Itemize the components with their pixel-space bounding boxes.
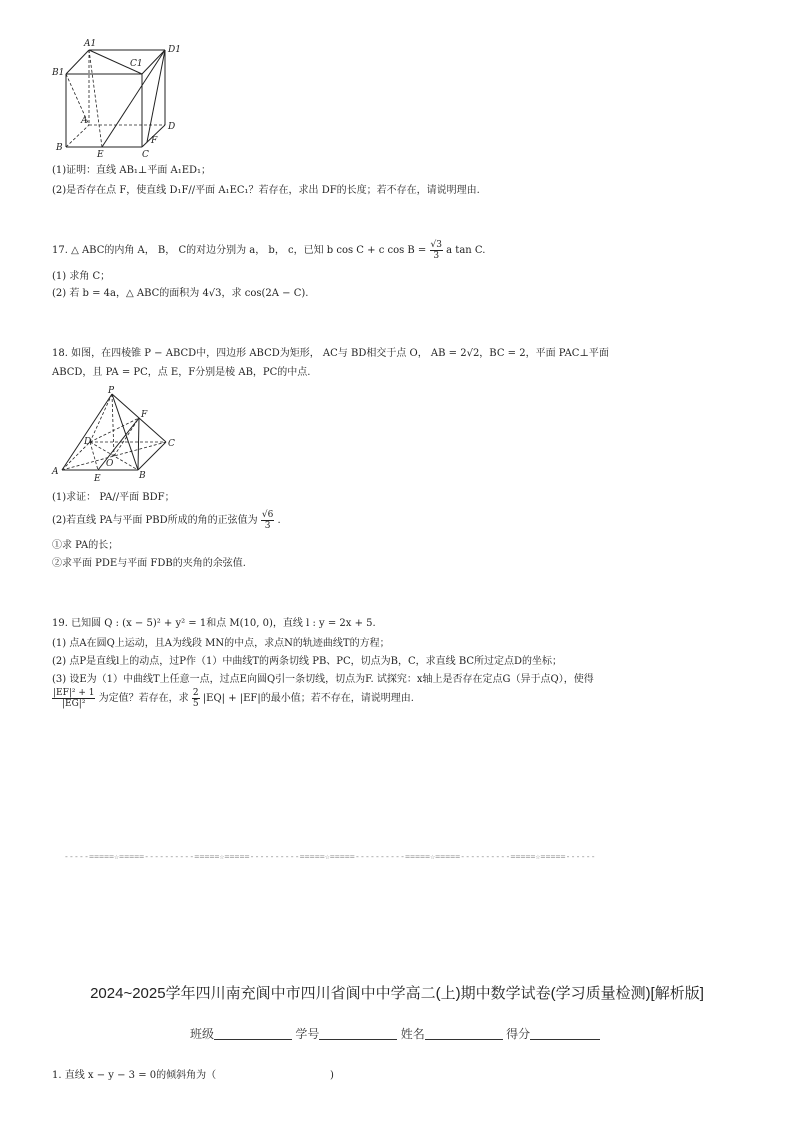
q19-part2: (2) 点P是直线l上的动点，过P作（1）中曲线T的两条切线 PB、PC，切点为B，C，求直线 BC所过定点D的坐标；: [52, 656, 563, 667]
q18-part2-pre: (2)若直线 PA与平面 PBD所成的角的正弦值为: [52, 515, 261, 526]
q16-part1: (1)证明：直线 AB₁⊥平面 A₁ED₁；: [52, 165, 212, 176]
q16-part2: (2)是否存在点 F，使直线 D₁F//平面 A₁EC₁？若存在，求出 DF的长度；若不存在，请说明理由.: [52, 185, 480, 196]
number-blank[interactable]: [319, 1039, 397, 1040]
q18-sub1: ①求 PA的长；: [52, 540, 119, 551]
q17-frac-num: √3: [430, 240, 442, 250]
q19-fraction: [52, 688, 95, 709]
number-label: 学号: [295, 1027, 320, 1041]
q19-frac2-num: 2: [192, 688, 199, 698]
q19-fraction2: [192, 688, 200, 709]
q18-frac-num: √6: [261, 510, 274, 520]
q18-stem-line2: ABCD，且 PA = PC，点 E，F分别是棱 AB，PC的中点.: [52, 367, 311, 378]
class-blank[interactable]: [214, 1039, 292, 1040]
q1-text: 1. 直线 x − y − 3 = 0的倾斜角为（: [52, 1070, 217, 1081]
q17-stem-post: a tan C.: [446, 245, 486, 256]
cube-label-a1: A1: [84, 39, 97, 49]
pyramid-label-f: F: [141, 410, 148, 420]
class-label: 班级: [190, 1027, 215, 1041]
q19-stem: 19. 已知圆 Q : (x − 5)² + y² = 1和点 M(10, 0)，直线 l : y = 2x + 5.: [52, 618, 376, 629]
name-label: 姓名: [400, 1027, 425, 1041]
q19-frac2-den: 5: [192, 699, 199, 709]
cube-label-d1: D1: [168, 45, 181, 55]
pyramid-label-p: P: [108, 386, 115, 396]
student-info-line: [190, 1025, 600, 1042]
section-divider: -----=====☆=====----------=====☆=====----------=====☆=====----------=====☆=====----------=====☆=====------: [64, 852, 596, 861]
cube-label-c: C: [142, 150, 149, 158]
score-label: 得分: [506, 1027, 531, 1041]
q19-frac-num: |EF|² + 1: [53, 688, 95, 698]
q17-stem: [52, 240, 485, 261]
q19-part1: (1) 点A在圆Q上运动，且A为线段 MN的中点，求点N的轨迹曲线T的方程；: [52, 638, 390, 649]
q18-sub2: ②求平面 PDE与平面 FDB的夹角的余弦值.: [52, 558, 246, 569]
q1-close-paren: ): [330, 1070, 334, 1081]
cube-label-c1: C1: [130, 59, 143, 69]
q19-mid-text: 为定值？若存在，求: [98, 693, 192, 704]
q18-fraction: [261, 510, 274, 531]
pyramid-label-o: O: [106, 459, 114, 469]
cube-label-e: E: [97, 150, 104, 158]
cube-label-f: F: [151, 136, 158, 146]
cube-label-a: A: [81, 116, 88, 126]
q19-frac-den: |EG|²: [62, 699, 86, 709]
score-blank[interactable]: [530, 1039, 600, 1040]
q18-frac-den: 3: [264, 521, 271, 531]
q18-part2: [52, 510, 281, 531]
q19-part3-cont: [52, 688, 414, 709]
q17-part2: (2) 若 b = 4a，△ ABC的面积为 4√3，求 cos(2A − C).: [52, 288, 309, 299]
pyramid-label-c: C: [168, 439, 175, 449]
pyramid-label-e: E: [94, 474, 101, 484]
exam-title: 2024~2025学年四川南充阆中市四川省阆中中学高二(上)期中数学试卷(学习质量检测)[解析版]: [90, 985, 704, 1002]
name-blank[interactable]: [425, 1039, 503, 1040]
q19-end-text: |EQ| + |EF|的最小值；若不存在，请说明理由.: [202, 693, 414, 704]
q18-part1: (1)求证： PA//平面 BDF；: [52, 492, 175, 503]
q19-part3: (3) 设E为（1）中曲线T上任意一点，过点E向圆Q引一条切线，切点为F. 试探究：x轴上是否存在定点G（异于点Q），使得: [52, 674, 594, 685]
pyramid-figure: [50, 384, 180, 484]
q17-stem-pre: 17. △ ABC的内角 A， B， C的对边分别为 a， b， c，已知 b cos C + c cos B =: [52, 245, 430, 256]
cube-label-d: D: [168, 122, 176, 132]
cube-label-b1: B1: [52, 68, 65, 78]
pyramid-label-a: A: [52, 467, 59, 477]
cube-figure: [50, 36, 190, 158]
q17-frac-den: 3: [433, 251, 440, 261]
q17-part1: (1) 求角 C；: [52, 271, 111, 282]
q18-stem-line1: 18. 如图，在四棱锥 P − ABCD中，四边形 ABCD为矩形， AC与 BD相交于点 O， AB = 2√2，BC = 2，平面 PAC⊥平面: [52, 348, 609, 359]
q17-fraction: [430, 240, 443, 261]
q18-part2-post: .: [277, 515, 281, 526]
pyramid-label-d: D: [84, 437, 92, 447]
cube-label-b: B: [56, 143, 63, 153]
pyramid-label-b: B: [139, 471, 146, 481]
